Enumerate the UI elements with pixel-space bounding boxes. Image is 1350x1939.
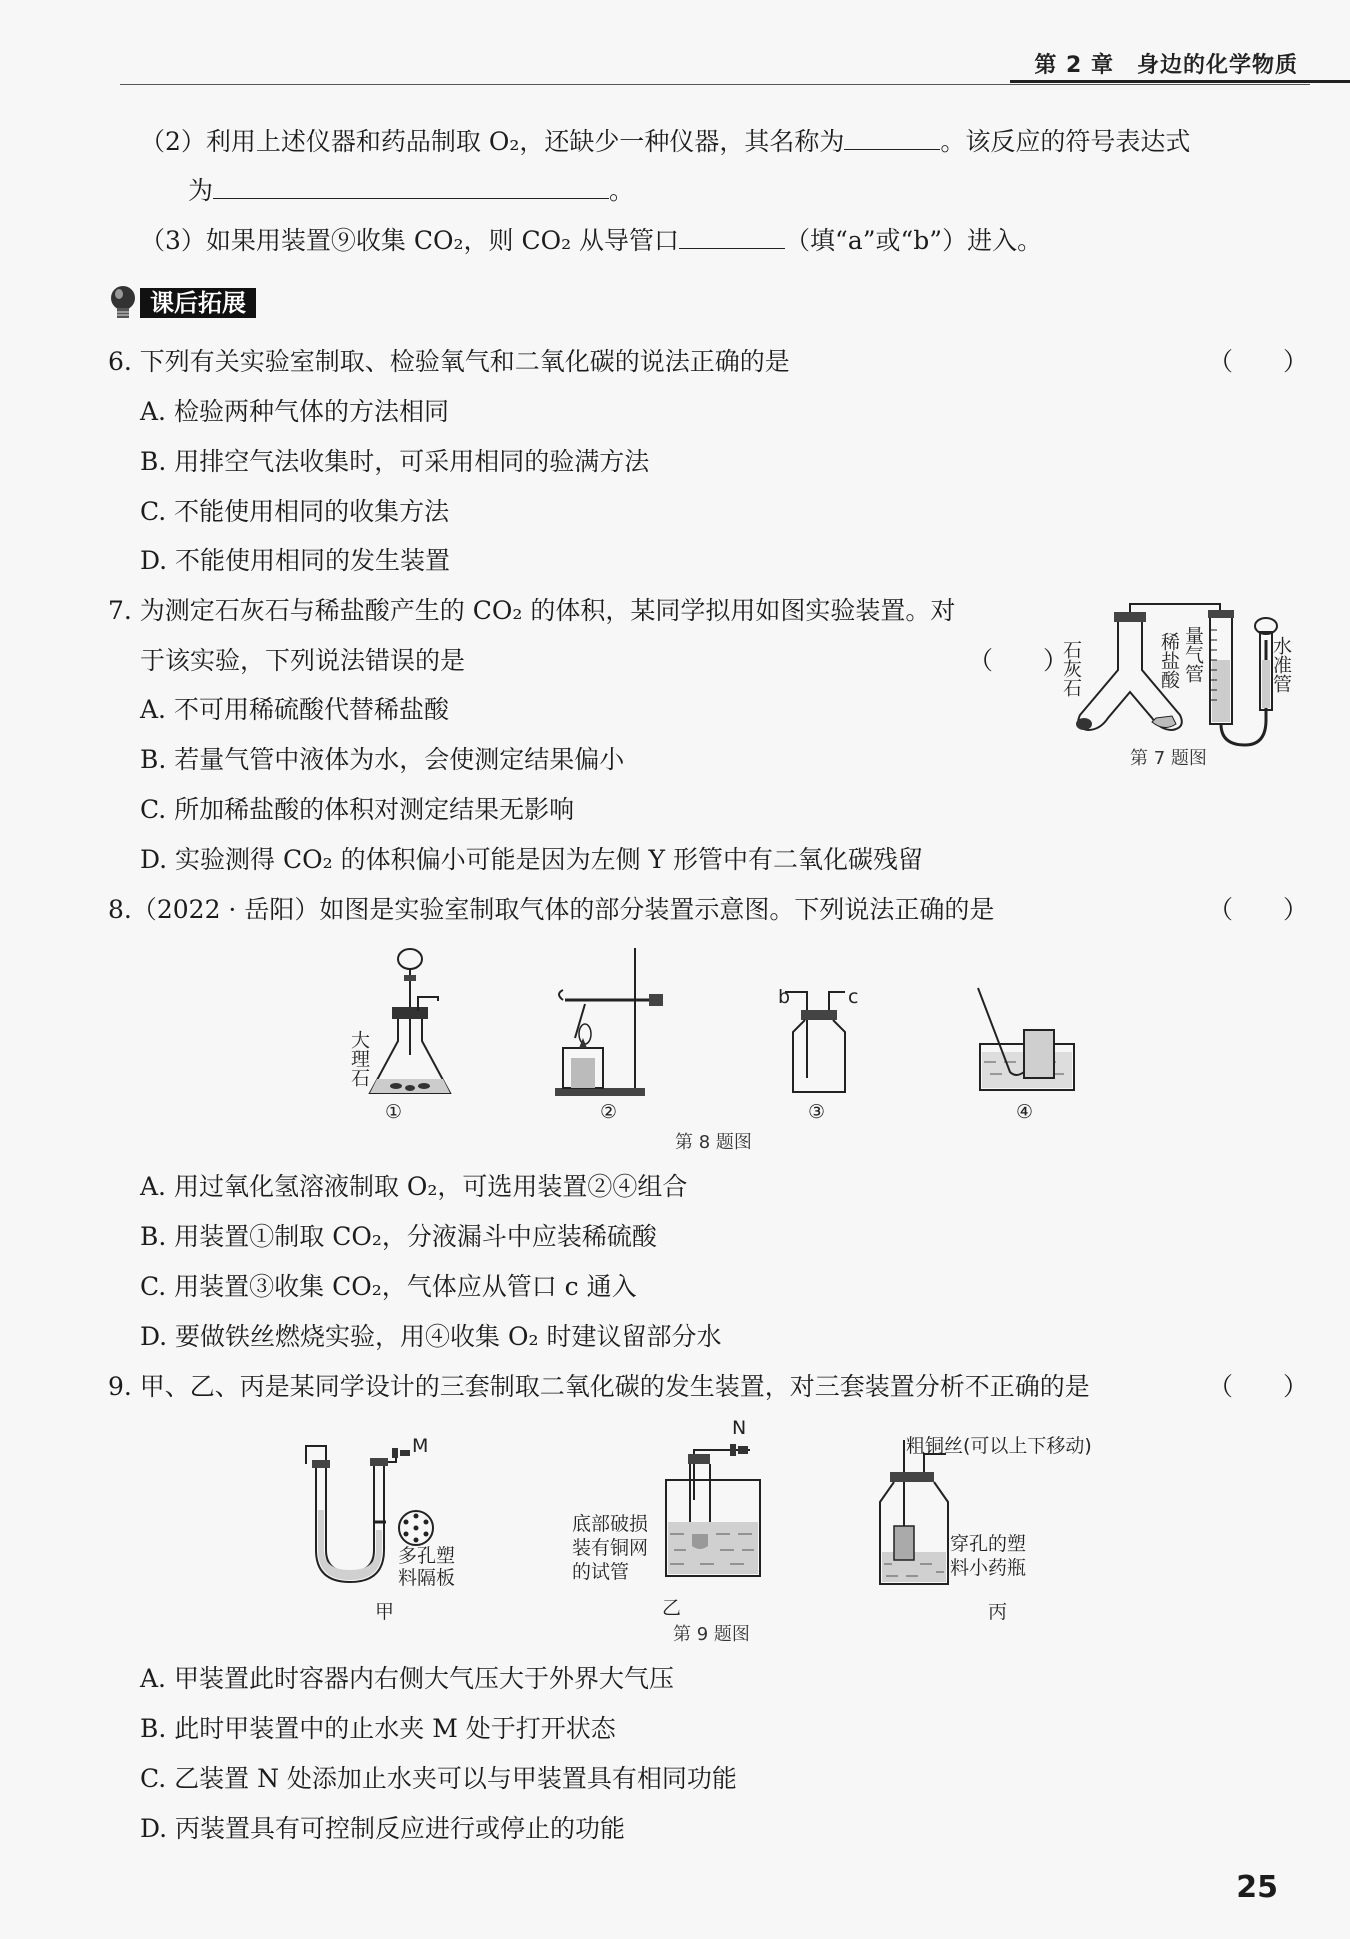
apparatus-bing-bottle (876, 1440, 956, 1590)
q5-part3: （3）如果用装置⑨收集 CO₂，则 CO₂ 从导管口 （填“a”或“b”）进入。 (140, 222, 1042, 258)
label-apparatus-4: ④ (1016, 1101, 1034, 1123)
lightbulb-icon (108, 284, 138, 322)
q8-answer-paren[interactable]: （ ） (1208, 895, 1309, 924)
apparatus-2-heating-stand (545, 948, 675, 1098)
q6-option-c: C. 不能使用相同的收集方法 (140, 497, 450, 526)
label-porous-plate-line1: 多孔塑 (398, 1545, 456, 1567)
label-copper-wire: 粗铜丝(可以上下移动) (906, 1435, 1092, 1457)
label-limestone: 石灰石 (1060, 640, 1082, 697)
apparatus-yi-beaker (660, 1430, 770, 1580)
q9-option-a: A. 甲装置此时容器内右侧大气压大于外界大气压 (140, 1664, 674, 1693)
label-broken-tube-line2: 装有铜网 (572, 1537, 649, 1559)
answer-blank[interactable] (679, 222, 785, 249)
q5-part2-line1: （2）利用上述仪器和药品制取 O₂，还缺少一种仪器，其名称为 。该反应的符号表达式 (140, 123, 1190, 159)
answer-blank[interactable] (844, 123, 940, 150)
label-jia: 甲 (375, 1601, 395, 1623)
label-port-b: b (778, 986, 791, 1008)
section-title: 课后拓展 (140, 288, 256, 318)
label-gas-burette: 量气管 (1182, 626, 1204, 683)
q9-stem: 9. 甲、乙、丙是某同学设计的三套制取二氧化碳的发生装置，对三套装置分析不正确的是 (108, 1372, 1090, 1401)
q8-stem: 8.（2022 · 岳阳）如图是实验室制取气体的部分装置示意图。下列说法正确的是 (108, 895, 995, 924)
porous-plate-detail (396, 1508, 436, 1548)
q7-stem-line2: 于该实验，下列说法错误的是 (140, 646, 466, 675)
q8-option-b: B. 用装置①制取 CO₂，分液漏斗中应装稀硫酸 (140, 1222, 657, 1251)
q9-option-b: B. 此时甲装置中的止水夹 M 处于打开状态 (140, 1714, 616, 1743)
q6-option-a: A. 检验两种气体的方法相同 (140, 397, 449, 426)
apparatus-4-water-trough (970, 988, 1080, 1098)
label-level-tube: 水准管 (1270, 636, 1292, 693)
q9-figure-caption: 第 9 题图 (673, 1624, 750, 1645)
label-apparatus-2: ② (600, 1101, 618, 1123)
q8-option-a: A. 用过氧化氢溶液制取 O₂，可选用装置②④组合 (140, 1172, 688, 1201)
q6-option-b: B. 用排空气法收集时，可采用相同的验满方法 (140, 447, 650, 476)
q8-option-c: C. 用装置③收集 CO₂，气体应从管口 c 通入 (140, 1272, 637, 1301)
label-apparatus-1: ① (385, 1101, 403, 1123)
q9-option-c: C. 乙装置 N 处添加止水夹可以与甲装置具有相同功能 (140, 1764, 737, 1793)
q8-option-d: D. 要做铁丝燃烧实验，用④收集 O₂ 时建议留部分水 (140, 1322, 722, 1351)
q7-option-c: C. 所加稀盐酸的体积对测定结果无影响 (140, 795, 575, 824)
label-marble: 大理石 (348, 1030, 370, 1087)
label-yi: 乙 (662, 1597, 682, 1619)
q7-figure-caption: 第 7 题图 (1130, 748, 1207, 769)
label-port-c: c (848, 986, 859, 1008)
q7-answer-paren[interactable]: （ ） (968, 646, 1069, 675)
label-porous-plate-line2: 料隔板 (398, 1567, 456, 1589)
answer-blank[interactable] (213, 172, 609, 199)
label-vial-line2: 料小药瓶 (950, 1557, 1027, 1579)
q5-part2-line2: 为 。 (188, 172, 634, 208)
q9-answer-paren[interactable]: （ ） (1208, 1372, 1309, 1401)
label-broken-tube-line3: 的试管 (572, 1561, 630, 1583)
label-apparatus-3: ③ (808, 1101, 826, 1123)
q6-answer-paren[interactable]: （ ） (1208, 347, 1309, 376)
q7-option-b: B. 若量气管中液体为水，会使测定结果偏小 (140, 745, 625, 774)
label-vial-line1: 穿孔的塑 (950, 1533, 1027, 1555)
q8-figure-caption: 第 8 题图 (675, 1132, 752, 1153)
header-rule (120, 84, 1310, 85)
q9-option-d: D. 丙装置具有可控制反应进行或停止的功能 (140, 1814, 626, 1843)
label-clamp-n: N (732, 1417, 747, 1439)
q7-option-d: D. 实验测得 CO₂ 的体积偏小可能是因为左侧 Y 形管中有二氧化碳残留 (140, 845, 923, 874)
q7-option-a: A. 不可用稀硫酸代替稀盐酸 (140, 695, 449, 724)
chapter-header: 第 2 章 身边的化学物质 (1034, 53, 1298, 78)
label-bing: 丙 (988, 1601, 1008, 1623)
label-dilute-hcl: 稀盐酸 (1158, 632, 1180, 689)
q6-option-d: D. 不能使用相同的发生装置 (140, 546, 451, 575)
label-broken-tube-line1: 底部破损 (572, 1513, 649, 1535)
label-clamp-m: M (412, 1435, 429, 1457)
page-number: 25 (1236, 1870, 1278, 1905)
q6-stem: 6. 下列有关实验室制取、检验氧气和二氧化碳的说法正确的是 (108, 347, 790, 376)
q7-stem-line1: 7. 为测定石灰石与稀盐酸产生的 CO₂ 的体积，某同学拟用如图实验装置。对 (108, 596, 956, 625)
header-rule-thick (1010, 80, 1350, 83)
